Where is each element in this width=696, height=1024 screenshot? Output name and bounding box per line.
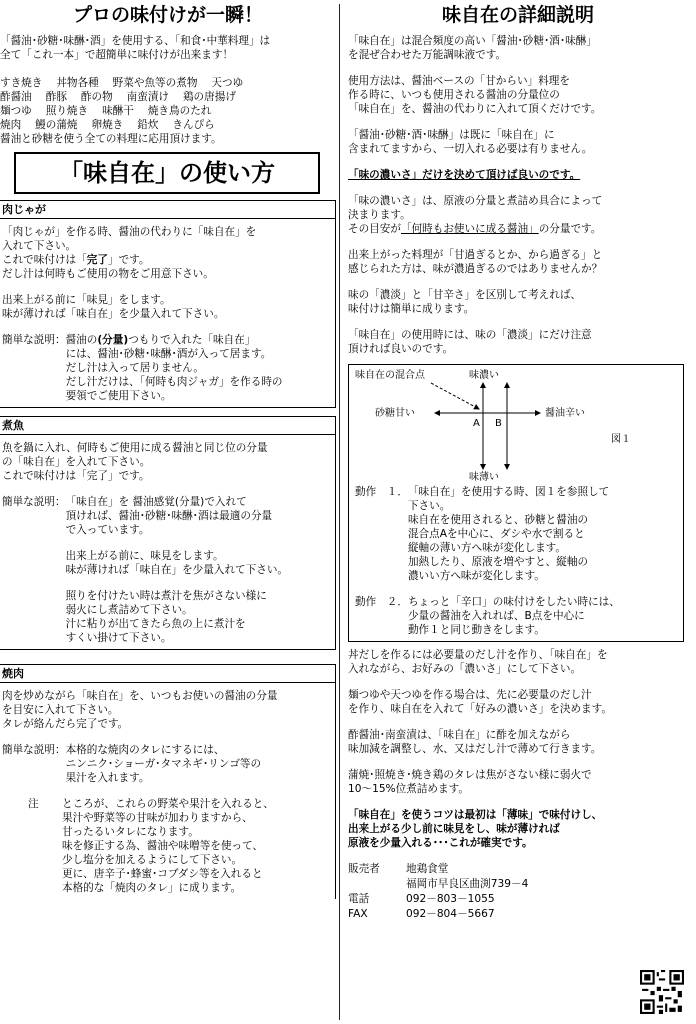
paragraph: 出来上がる前に「味見」をします。 味が薄ければ「味自在」を少量入れて下さい。 [2,294,225,320]
paragraph: 味の「濃淡」と「甘辛さ」を区別して考えれば、 味付けは簡単に成ります。 [348,289,582,315]
fax-label: FAX [348,908,368,920]
emphasis-line: 「味の濃いさ」だけを決めて頂けば良いのです。 [348,169,581,181]
mix-point-label: 味自在の混合点 [355,370,425,381]
simple-note: 簡単な説明： 醤油の(分量)つもりで入れた「味自在」 には、醤油･砂糖･味醂･酒が入って居ます。 だし汁は入って居りません。 だし汁だけは、「何時も肉ジャガ」を作る時の 要領でご使用下さい。 [2,334,283,402]
section-title: 煮魚 [0,417,335,435]
action-2: 動作 ２． ちょっと「辛口」の味付けをしたい時には、 少量の醤油を入れれば、B点を中心に 動作１と同じ動きをします。 [355,596,620,636]
taste-diagram [355,369,677,485]
paragraph: 丼だしを作るには必要量のだし汁を作り、「味自在」を 入れながら、お好みの「濃いさ」にして下さい。 [348,649,608,675]
figure-label: 図１ [611,434,631,445]
paragraph: 「味自在」の使用時には、味の「濃淡」にだけ注意 頂ければ良いのです。 [348,329,592,355]
usage-title: 「味自在」の使い方 [14,152,320,194]
top-label: 味濃い [469,370,499,381]
paragraph: その目安が「何時もお使いに成る醤油」の分量です。 [348,223,602,235]
right-column [348,0,688,921]
section-nizakana [0,416,336,650]
right-heading: 味自在の詳細説明 [441,4,594,26]
column-divider [339,4,340,1020]
paragraph: 魚を鍋に入れ、何時もご使用に成る醤油と同じ位の分量 の「味自在」を入れて下さい。 これで味付けは「完了」です。 [2,442,268,482]
tel-label: 電話 [348,893,370,905]
paragraph: 「醤油･砂糖･酒･味醂」は既に「味自在」に 含まれてますから、一切入れる必要は有りません。 [348,129,593,155]
point-a: A [473,418,480,429]
qr-code-icon [640,970,684,1014]
paragraph: これで味付けは「完了」です。 [2,254,150,266]
point-b: B [495,418,502,429]
simple-note: 簡単な説明： 本格的な焼肉のタレにするには、 ニンニク･ショーガ･タマネギ･リンゴ等の 果汁を入れます。 [2,744,262,784]
seller-address: 福岡市早良区曲渕739－4 [406,878,529,890]
diagram-box [348,364,684,642]
tel-number: 092－803－1055 [406,893,495,905]
section-yakiniku [0,664,336,899]
usage-tip: 「味自在」を使うコツは最初は「薄味」で味付けし、 出来上がる少し前に味見をし、味が薄ければ 原液を少量入れる･･･これが確実です。 [348,809,603,849]
paragraph: だし汁は何時もご使用の物をご用意下さい。 [2,268,214,280]
paragraph: 使用方法は、醤油ベースの「甘からい」料理を 作る時に、いつも使用される醤油の分量位の 「味自在」を、醤油の代わりに入れて頂くだけです。 [348,75,602,115]
simple-note: 簡単な説明： 「味自在」を 醤油感覚(分量)で入れて 頂ければ、醤油･砂糖･味醂･酒は最適の分量 で入っています。 出来上がる前に、味見をします。 味が薄ければ「味自在」を少量入れて下さい。 照りを付けたい時は煮汁を焦がさない様に 弱火にし煮詰めて下さい。 汁に粘りが出てきたら魚の上に煮汁を すくい掛けて下さい。 [2,496,289,644]
paragraph: 出来上がった料理が「甘過ぎるとか、から過ぎる」と 感じられた方は、味が濃過ぎるのではありませんか？ [348,249,603,275]
paragraph: 「味の濃いさ」は、原液の分量と煮詰め具合によって 決まります。 [348,195,603,221]
seller-info [348,862,688,921]
left-heading: プロの味付けが一瞬！ [72,4,263,26]
diagram-svg [355,369,681,485]
paragraph: 「肉じゃが」を作る時、醤油の代わりに「味自在」を 入れて下さい。 [2,226,257,252]
bottom-label: 味薄い [469,472,499,483]
left-column [0,0,336,899]
section-title: 焼肉 [0,665,335,683]
paragraph: 酢醤油･南蛮漬は、「味自在」に酢を加えながら 味加減を調整し、水、又はだし汁で薄めて行きます。 [348,729,602,755]
intro-text: 「醤油･砂糖･味醂･酒」を使用する、「和食･中華料理」は 全て「これ一本」で超簡単に味付けが出来ます！ [0,35,271,61]
left-label: 砂糖甘い [375,408,415,419]
paragraph: 麺つゆや天つゆを作る場合は、先に必要量のだし汁 を作り、味自在を入れて「好みの濃いさ」を決めます。 [348,689,612,715]
dish-list: すき焼き 丼物各種 野菜や魚等の煮物 天つゆ 酢醤油 酢豚 酢の物 南蛮漬け 鶏の唐揚げ 麺つゆ 照り焼き 味醂干 焼き鳥のたれ 焼肉 鰻の蒲焼 卵焼き 鉛炊 きんぴら 醤油と砂糖を使う全ての料理に応用頂けます。 [0,77,244,145]
paragraph: 蒲焼･照焼き･焼き鶏のタレは焦がさない様に弱火で 10～15%位煮詰めます。 [348,769,592,795]
seller-label: 販売者 [348,863,380,875]
caution-note: 注 ところが、これらの野菜や果汁を入れると、 果汁や野菜等の甘味が加わりますから、 甘ったるいタレになります。 味を修正する為、醤油や味噌等を使って、 少し塩分を加えるようにして下さい。 更に、唐辛子･蜂蜜･コブダシ等を入れると 本格的な「焼肉のタレ」に成ります。 [28,798,274,894]
section-title: 肉じゃが [0,201,335,219]
action-1: 動作 １． 「味自在」を使用する時、図１を参照して 下さい。 味自在を使用されると、砂糖と醤油の 混合点Aを中心に、ダシや水で割ると 縦軸の薄い方へ味が変化します。 加熱したり、原液を増やすと、縦軸の 濃いい方へ味が変化します。 [355,486,610,582]
section-nikujaga [0,200,336,408]
fax-number: 092－804－5667 [406,908,495,920]
seller-name: 地鶏食堂 [406,863,449,875]
paragraph: 「味自在」は混合頻度の高い「醤油･砂糖･酒･味醂」 を混ぜ合わせた万能調味液です。 [348,35,597,61]
paragraph: 肉を炒めながら「味自在」を、いつもお使いの醤油の分量 を目安に入れて下さい。 タレが絡んだら完了です。 [2,690,278,730]
right-label: 醤油辛い [545,408,585,419]
